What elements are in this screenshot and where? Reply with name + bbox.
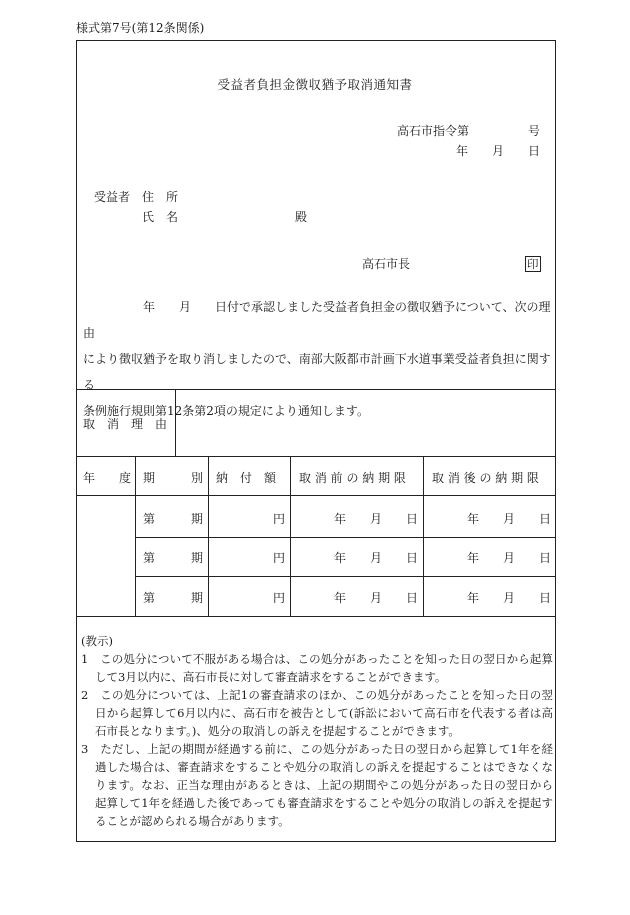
row-1-period: 第 期 <box>143 512 204 526</box>
doc-number-issuer: 高石市指令第 <box>397 124 470 138</box>
sender-title: 高石市長 <box>362 257 411 271</box>
document-title: 受益者負担金徴収猶予取消通知書 <box>217 77 413 92</box>
seal-box-wrap <box>525 253 541 272</box>
header-amount: 納 付 額 <box>216 471 277 485</box>
row-3-after-date: 年 月 日 <box>467 591 552 605</box>
honorific: 殿 <box>295 210 308 224</box>
row-2-period: 第 期 <box>143 551 204 565</box>
row-1-yen: 円 <box>273 512 286 526</box>
row-3-before-date: 年 月 日 <box>334 591 419 605</box>
note-item-2: 2 この処分については、上記1の審査請求のほか、この処分があったことを知った日の翌日から起算して6月以内に、高石市を被告として(訴訟において高石市を代表する者は高石市長となります。)、処分の取消しの訴えを提起することができます。 <box>81 688 553 738</box>
rule-table-top <box>76 456 556 457</box>
seal-mark: 印 <box>527 257 539 271</box>
doc-number-suffix: 号 <box>528 124 541 138</box>
row-2-before-date: 年 月 日 <box>334 551 419 565</box>
reason-label: 取 消 理 由 <box>83 417 168 431</box>
date-month-label: 月 <box>492 144 505 158</box>
header-period: 期 別 <box>143 471 204 485</box>
recipient-label: 受益者 <box>94 190 131 204</box>
row-2-after-date: 年 月 日 <box>467 551 552 565</box>
date-day-label: 日 <box>528 144 541 158</box>
rule-col-year <box>135 456 136 616</box>
date-year-label: 年 <box>456 144 469 158</box>
header-after: 取 消 後 の 納 期 限 <box>432 471 539 485</box>
body-line-1: 年 月 日付で承認しました受益者負担金の徴収猶予について、次の理由 <box>83 300 551 340</box>
form-label: 様式第7号(第12条関係) <box>76 21 205 35</box>
row-3-period: 第 期 <box>143 591 204 605</box>
body-line-2: により徴収猶予を取り消しましたので、南部大阪都市計画下水道事業受益者負担に関する <box>83 352 551 392</box>
rule-table-bottom <box>76 616 556 617</box>
body-line-3: 条例施行規則第12条第2項の規定により通知します。 <box>83 404 369 418</box>
note-item-1: 1 この処分について不服がある場合は、この処分があったことを知った日の翌日から起算して3月以内に、高石市長に対して審査請求をすることができます。 <box>81 652 553 684</box>
rule-col-amount <box>290 456 291 616</box>
header-year: 年 度 <box>83 471 132 485</box>
rule-col-before <box>423 456 424 616</box>
note-item-3: 3 ただし、上記の期間が経過する前に、この処分があった日の翌日から起算して1年を経過した場合は、審査請求をすることや処分の取消しの訴えを提起することはできなくなります。なお、正当な理由があるときは、上記の期間やこの処分があった日の翌日から起算して1年を経過した後であっても審査請求をすることや処分の取消しの訴えを提起することが認められる場合があります。 <box>81 742 553 828</box>
address-label: 住 所 <box>142 190 179 204</box>
rule-col-period <box>208 456 209 616</box>
notes-heading: (教示) <box>81 634 113 648</box>
rule-header-bottom <box>76 495 556 496</box>
row-1-before-date: 年 月 日 <box>334 512 419 526</box>
rule-row-2 <box>135 576 556 577</box>
row-3-yen: 円 <box>273 591 286 605</box>
header-before: 取 消 前 の 納 期 限 <box>299 471 406 485</box>
rule-row-1 <box>135 537 556 538</box>
body-text <box>83 294 551 424</box>
notes-section <box>81 632 553 830</box>
row-1-after-date: 年 月 日 <box>467 512 552 526</box>
name-label: 氏 名 <box>142 210 179 224</box>
row-2-yen: 円 <box>273 551 286 565</box>
